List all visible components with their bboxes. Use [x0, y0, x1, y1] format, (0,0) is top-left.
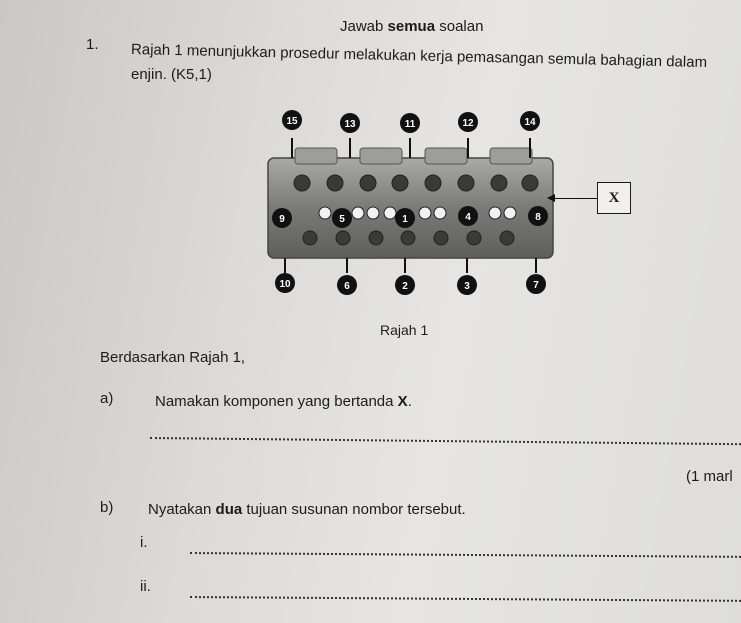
- component-label-x: X: [597, 182, 631, 214]
- svg-text:14: 14: [524, 117, 536, 128]
- bolt-number-15: [282, 110, 302, 130]
- answer-line-b1[interactable]: [190, 552, 741, 558]
- part-b-label: b): [100, 499, 114, 516]
- question-text-line2: enjin. (K5,1): [131, 66, 212, 83]
- part-b-item-1-label: i.: [140, 534, 148, 551]
- part-b-question: Nyatakan dua tujuan susunan nombor tersebut.: [148, 501, 466, 518]
- svg-text:1: 1: [402, 214, 408, 225]
- bolt-number-12: [458, 112, 478, 132]
- svg-text:8: 8: [535, 212, 541, 223]
- bolt-number-2: [395, 275, 415, 295]
- question-number: 1.: [86, 36, 99, 53]
- bolt-number-8: [528, 206, 548, 226]
- bolt-number-1: [395, 208, 415, 228]
- svg-text:9: 9: [279, 214, 285, 225]
- bolt-number-14: [520, 111, 540, 131]
- mark-allocation: (1 marl: [686, 468, 733, 485]
- svg-text:12: 12: [462, 118, 474, 129]
- svg-text:6: 6: [344, 281, 350, 292]
- bolt-number-4: [458, 206, 478, 226]
- svg-text:7: 7: [533, 280, 539, 291]
- svg-text:11: 11: [404, 119, 416, 130]
- arrow-to-component: [555, 198, 597, 199]
- svg-text:4: 4: [465, 212, 471, 223]
- bolt-number-7: [526, 274, 546, 294]
- part-a-question: Namakan komponen yang bertanda X.: [155, 393, 412, 410]
- part-a-label: a): [100, 390, 114, 407]
- bolt-number-9: [272, 208, 292, 228]
- page-header: Jawab semua soalan: [340, 18, 484, 35]
- answer-line-b2[interactable]: [190, 596, 741, 602]
- bolt-number-3: [457, 275, 477, 295]
- svg-text:13: 13: [344, 119, 356, 130]
- part-b-item-2-label: ii.: [140, 578, 151, 595]
- figure-caption: Rajah 1: [380, 322, 429, 338]
- bolt-number-13: [340, 113, 360, 133]
- cylinder-head-diagram: [240, 108, 560, 303]
- lead-text: Berdasarkan Rajah 1,: [100, 349, 246, 366]
- bolt-number-10: [275, 273, 295, 293]
- svg-text:2: 2: [402, 281, 408, 292]
- svg-text:5: 5: [339, 214, 345, 225]
- svg-text:10: 10: [279, 279, 291, 290]
- bolt-number-6: [337, 275, 357, 295]
- bolt-number-11: [400, 113, 420, 133]
- question-text-line1: Rajah 1 menunjukkan prosedur melakukan kerja pemasangan semula bahagian dalam: [130, 41, 708, 72]
- svg-text:15: 15: [286, 116, 298, 127]
- svg-text:3: 3: [464, 281, 470, 292]
- bolt-number-5: [332, 208, 352, 228]
- answer-line-a[interactable]: [150, 437, 741, 445]
